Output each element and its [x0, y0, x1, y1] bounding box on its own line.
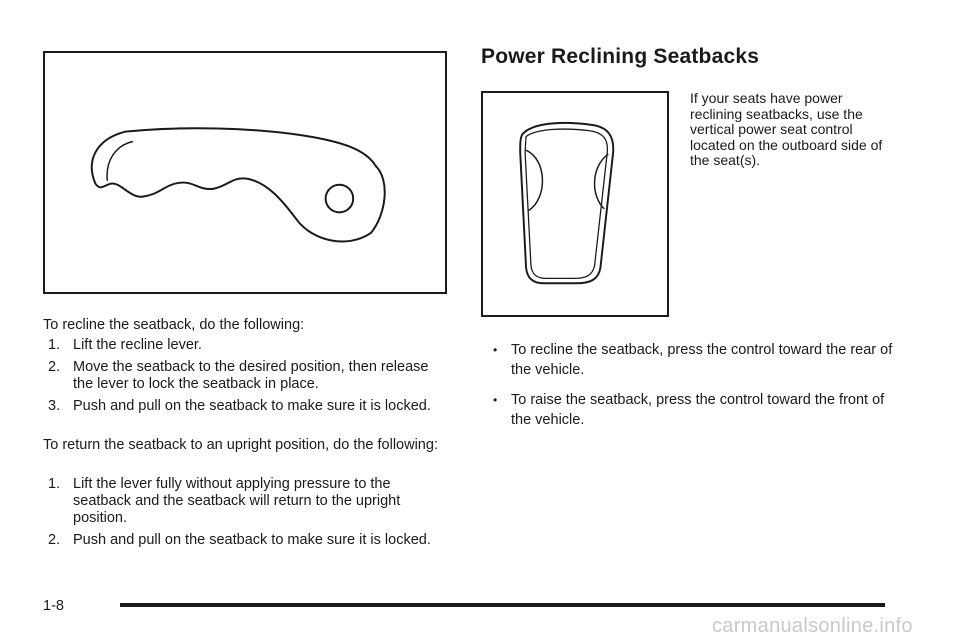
power-recline-bullets	[493, 340, 903, 440]
recline-intro: To recline the seatback, do the following:	[43, 317, 305, 333]
list-item: 3. Push and pull on the seatback to make sure it is locked.	[48, 398, 431, 414]
recline-lever-icon	[45, 53, 445, 292]
page-number: 1-8	[43, 598, 64, 614]
power-seat-control-icon	[483, 93, 667, 315]
bullet-icon: •	[493, 343, 498, 357]
list-item: 1. Lift the recline lever.	[48, 337, 202, 353]
bullet-icon: •	[493, 393, 498, 407]
list-item: 1. Lift the lever fully without applying pressure to the seatback and the seatback will return to the upright position.	[48, 476, 401, 526]
list-item: 2. Move the seatback to the desired position, then release the lever to lock the seatback in place.	[48, 359, 429, 392]
list-item: • To raise the seatback, press the control toward the front of the vehicle.	[493, 392, 885, 428]
list-item: • To recline the seatback, press the control toward the rear of the vehicle.	[493, 342, 893, 378]
power-recline-intro: If your seats have power reclining seatbacks, use the vertical power seat control located on the outboard side of the seat(s).	[690, 90, 883, 168]
recline-steps	[43, 337, 448, 420]
power-seat-control-figure	[481, 91, 669, 317]
return-upright-steps	[43, 476, 448, 554]
list-item: 2. Push and pull on the seatback to make sure it is locked.	[48, 532, 431, 548]
section-heading: Power Reclining Seatbacks	[481, 45, 760, 68]
recline-lever-figure	[43, 51, 447, 294]
footer-rule	[120, 603, 885, 607]
watermark: carmanualsonline.info	[712, 615, 913, 637]
return-upright-intro: To return the seatback to an upright position, do the following:	[43, 437, 438, 453]
